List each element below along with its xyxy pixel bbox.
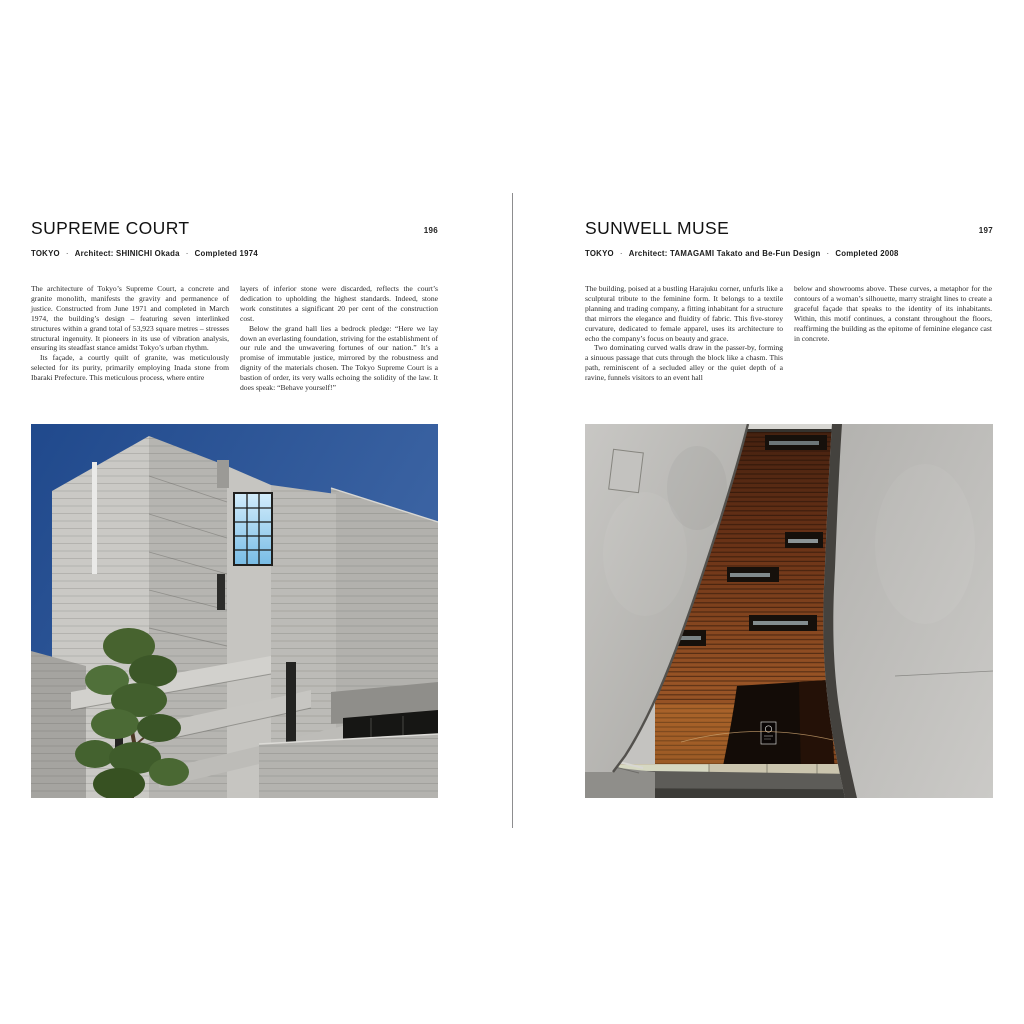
- left-text-column-2: [240, 284, 438, 393]
- left-page-title: SUPREME COURT: [31, 218, 190, 238]
- left-project-meta: [31, 249, 258, 258]
- page-right: [585, 0, 993, 1024]
- meta-separator-icon: ·: [65, 249, 69, 258]
- skylight-window-grid: [233, 492, 273, 566]
- right-page-number: 197: [978, 226, 993, 235]
- right-text-column-1: [585, 284, 783, 383]
- body-paragraph: Two dominating curved walls draw in the passer-by, forming a sinuous passage that cuts through the block like a chasm. This path, reminiscent of a secluded alley or the quiet depth of a ravine, funnels visitors to an event hall: [585, 343, 783, 383]
- right-meta-city: TOKYO: [585, 249, 614, 258]
- left-meta-city: TOKYO: [31, 249, 60, 258]
- meta-separator-icon: ·: [826, 249, 830, 258]
- body-paragraph: The architecture of Tokyo’s Supreme Court, a concrete and granite monolith, manifests the gravity and permanence of justice. Constructed from June 1971 and completed in March 1974, the building’s design – featuring seven interlinked structures within a grand total of 53,923 square metres – stresses structural ingenuity. It pioneers in its use of vibration analysis, ensuring its steadfast stance amidst Tokyo’s urban rhythm.: [31, 284, 229, 353]
- dark-slot: [286, 662, 296, 746]
- left-page-number: 196: [423, 226, 438, 235]
- left-text-column-1: [31, 284, 229, 393]
- right-meta-architect: Architect: TAMAGAMI Takato and Be-Fun Design: [628, 249, 821, 258]
- entrance-opening: [721, 680, 835, 776]
- left-meta-completed: Completed 1974: [194, 249, 258, 258]
- left-title-row: [31, 220, 438, 238]
- body-paragraph: The building, poised at a bustling Harajuku corner, unfurls like a sculptural tribute to the feminine form. It belongs to a textile planning and trading company, a fitting inhabitant for a structure that mirrors the elegance and fluidity of fabric. This five-storey curvature, dedicated to female apparel, uses its architecture to echo the company’s focus on beauty and grace.: [585, 284, 783, 343]
- left-body-text: [31, 284, 438, 393]
- right-meta-completed: Completed 2008: [835, 249, 899, 258]
- right-title-row: [585, 220, 993, 238]
- right-project-meta: [585, 249, 899, 258]
- tower-right-face: [149, 436, 229, 798]
- meta-separator-icon: ·: [619, 249, 623, 258]
- supreme-court-photo: [31, 424, 438, 798]
- body-paragraph: Below the grand hall lies a bedrock pledge: “Here we lay down an everlasting foundation, striving for the establishment of our rule and the unwavering fortunes of our nation.” It’s a promise of immutable justice, mirrored by the robustness and dignity of the materials chosen. The Tokyo Supreme Court is a bastion of order, its very walls echoing the solidity of the law. It does speak: “Behave yourself!”: [240, 323, 438, 393]
- right-text-column-2: [794, 284, 992, 383]
- page-left: [31, 0, 438, 1024]
- body-paragraph: layers of inferior stone were discarded, reflects the court’s dedication to upholding the highest standards. Indeed, stone work constitutes a significant 20 per cent of the construction cost.: [240, 284, 438, 323]
- page-divider: [512, 193, 513, 828]
- concrete-wall-right: [823, 424, 993, 798]
- wall-hatch: [609, 449, 644, 492]
- right-page-title: SUNWELL MUSE: [585, 218, 730, 238]
- meta-separator-icon: ·: [185, 249, 189, 258]
- left-meta-architect: Architect: SHINICHI Okada: [74, 249, 180, 258]
- body-paragraph: below and showrooms above. These curves, a metaphor for the contours of a woman’s silhouette, marry straight lines to create a graceful façade that speaks to the identity of its inhabitants. Within, this motif continues, a constant throughout the floors, reaffirming the building as the epitome of feminine elegance cast in concrete.: [794, 284, 992, 343]
- right-body-text: [585, 284, 993, 383]
- sunwell-muse-photo: [585, 424, 993, 798]
- body-paragraph: Its façade, a courtly quilt of granite, was meticulously selected for its purity, primarily employing Inada stone from Ibaraki Prefecture. This meticulous process, where entire: [31, 353, 229, 383]
